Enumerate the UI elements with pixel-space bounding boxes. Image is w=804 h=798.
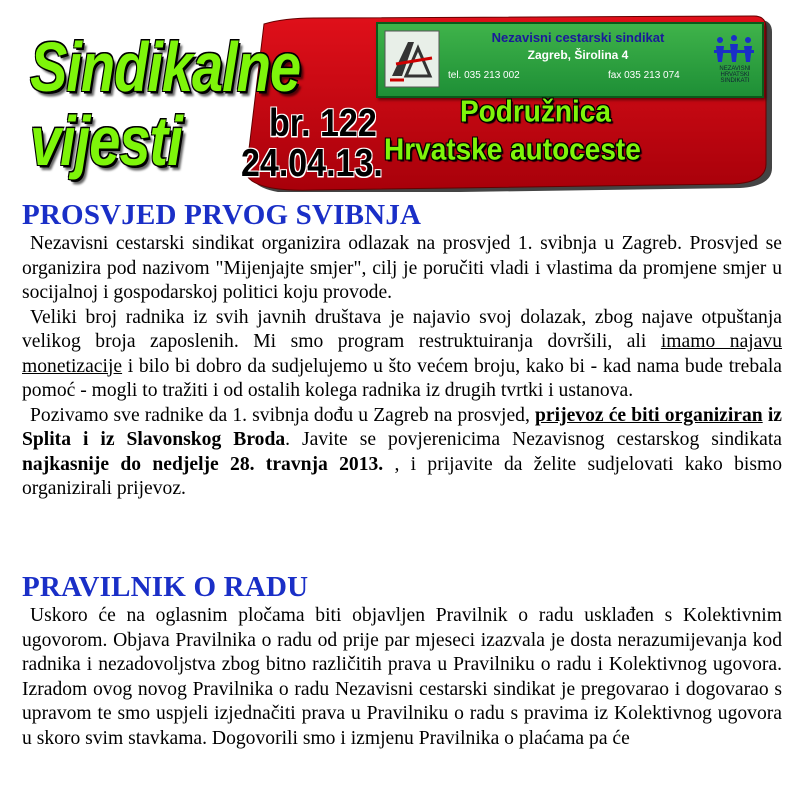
article-paragraph (22, 604, 782, 751)
branch-label-line1: Podružnica (460, 94, 611, 129)
paragraph-text: i bilo bi dobro da sudjelujemo u što većem broju, kako bi - kad nama bude trebala pomoć - mogli to tražiti i od ostalih kolega radnika iz drugih tvrtki i ustanova. (22, 355, 782, 401)
bold-text: iz Splita i iz Slavonskog Broda (22, 404, 782, 450)
union-fax: fax 035 213 074 (608, 70, 680, 81)
newsletter-title-line2: vijesti (30, 101, 182, 180)
bold-text: najkasnije do nedjelje 28. travnja 2013. (22, 453, 384, 475)
article-paragraph (22, 404, 782, 502)
underlined-text: imamo najavu monetizacije (22, 331, 783, 377)
paragraph-text: Pozivamo sve radnike da 1. svibnja dođu u Zagreb na prosvjed, (30, 404, 536, 426)
article-heading: PRAVILNIK O RADU (22, 571, 309, 603)
paragraph-text: , i prijavite da želite sudjelovati kako bismo organizirali prijevoz. (22, 453, 783, 499)
newsletter-title-line1: Sindikalne (30, 27, 301, 106)
union-logo-icon (384, 30, 440, 88)
paragraph-text: Uskoro će na oglasnim pločama biti objavljen Pravilnik o radu usklađen s Kolektivnim ugovorom. Objava Pravilnika o radu od prije par mjeseci izazvala je dosta nerazumijevanja kod radnika i nezadovoljstva zbog bitno različitih prava u Pravilniku o radu i Kolektivnog ugovora. Izradom ovog novog Pravilnika o radu Nezavisni cestarski sindikat je pregovarao i dogovarao s upravom te smo uspjeli izjednačiti prava u Pravilniku o radu s pravima iz Kolektivnog ugovora u skoro svim stavkama. Dogovorili smo i izmjenu Pravilnika o plaćama pa će (22, 605, 782, 749)
paragraph-text: . Javite se povjerenicima Nezavisnog cestarskog sindikata (285, 429, 782, 450)
union-name: Nezavisni cestarski sindikat (491, 30, 665, 45)
issue-number: br. 122 (269, 101, 377, 146)
header-banner (14, 14, 774, 192)
article-protest (22, 198, 782, 502)
branch-label-line2: Hrvatske autoceste (384, 132, 641, 167)
article-paragraph (22, 232, 782, 306)
issue-date: 24.04.13. (241, 141, 383, 186)
article-paragraph (22, 306, 782, 404)
bold-underlined-text: prijevoz će biti organiziran (535, 404, 763, 426)
paragraph-text: Nezavisni cestarski sindikat organizira odlazak na prosvjed 1. svibnja u Zagreb. Prosvjed se organizira pod nazivom "Mijenjajte smjer", cilj je poručiti vladi i vlastima da promjene smjer u socijalnoj i gospodarskoj politici koju provode. (22, 233, 782, 303)
union-address: Zagreb, Širolina 4 (527, 48, 629, 62)
paragraph-text: Veliki broj radnika iz svih javnih društava je najavio svoj dolazak, zbog najave otpuštanja velikog broja zaposlenih. Mi smo program restruktuiranja dovršili, ali (22, 306, 782, 352)
article-work-rules (22, 570, 782, 751)
article-heading: PROSVJED PRVOG SVIBNJA (22, 199, 422, 231)
nhs-logo-label: NEZAVISNI HRVATSKI SINDIKATI (719, 66, 751, 84)
union-phone: tel. 035 213 002 (448, 70, 520, 81)
union-info-box (376, 22, 764, 98)
